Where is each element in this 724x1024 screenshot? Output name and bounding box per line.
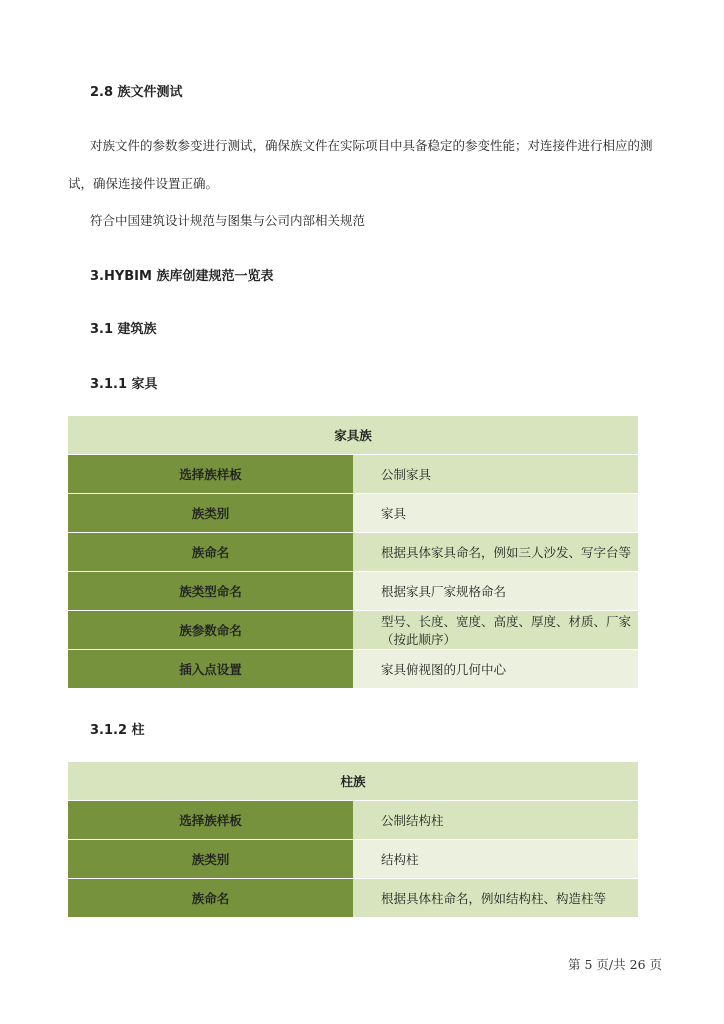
row-value: 结构柱 xyxy=(353,840,638,879)
column-table-title: 柱族 xyxy=(68,762,638,801)
row-value: 公制结构柱 xyxy=(353,801,638,840)
row-value: 根据家具厂家规格命名 xyxy=(353,572,638,611)
table-row xyxy=(68,879,638,918)
row-label: 族类别 xyxy=(68,840,353,879)
heading-2-8: 2.8 族文件测试 xyxy=(90,85,183,100)
table-row xyxy=(68,650,638,689)
row-value: 家具 xyxy=(353,494,638,533)
table-row xyxy=(68,533,638,572)
furniture-table-title: 家具族 xyxy=(68,416,638,455)
row-label: 插入点设置 xyxy=(68,650,353,689)
heading-3-1: 3.1 建筑族 xyxy=(90,322,157,337)
paragraph-line-2: 试，确保连接件设置正确。 xyxy=(68,176,219,191)
table-row xyxy=(68,572,638,611)
row-value: 型号、长度、宽度、高度、厚度、材质、厂家（按此顺序） xyxy=(353,611,638,650)
table-row xyxy=(68,611,638,650)
row-value: 根据具体柱命名，例如结构柱、构造柱等 xyxy=(353,879,638,918)
row-label: 选择族样板 xyxy=(68,455,353,494)
row-value: 根据具体家具命名，例如三人沙发、写字台等 xyxy=(353,533,638,572)
row-label: 族类别 xyxy=(68,494,353,533)
row-label: 族参数命名 xyxy=(68,611,353,650)
row-label: 族类型命名 xyxy=(68,572,353,611)
row-value: 家具俯视图的几何中心 xyxy=(353,650,638,689)
furniture-spec-table xyxy=(68,416,638,689)
heading-3-1-2: 3.1.2 柱 xyxy=(90,723,145,738)
table-row xyxy=(68,801,638,840)
heading-3: 3.HYBIM 族库创建规范一览表 xyxy=(90,269,274,284)
table-row xyxy=(68,840,638,879)
table-row xyxy=(68,455,638,494)
paragraph-standards: 符合中国建筑设计规范与图集与公司内部相关规范 xyxy=(90,213,366,228)
heading-3-1-1: 3.1.1 家具 xyxy=(90,377,158,392)
row-label: 族命名 xyxy=(68,879,353,918)
row-label: 族命名 xyxy=(68,533,353,572)
row-value: 公制家具 xyxy=(353,455,638,494)
row-label: 选择族样板 xyxy=(68,801,353,840)
paragraph-line-1: 对族文件的参数参变进行测试，确保族文件在实际项目中具备稳定的参变性能；对连接件进行相应的测 xyxy=(90,138,653,153)
column-spec-table xyxy=(68,762,638,918)
table-row xyxy=(68,494,638,533)
page-number-footer: 第 5 页/共 26 页 xyxy=(568,957,662,972)
